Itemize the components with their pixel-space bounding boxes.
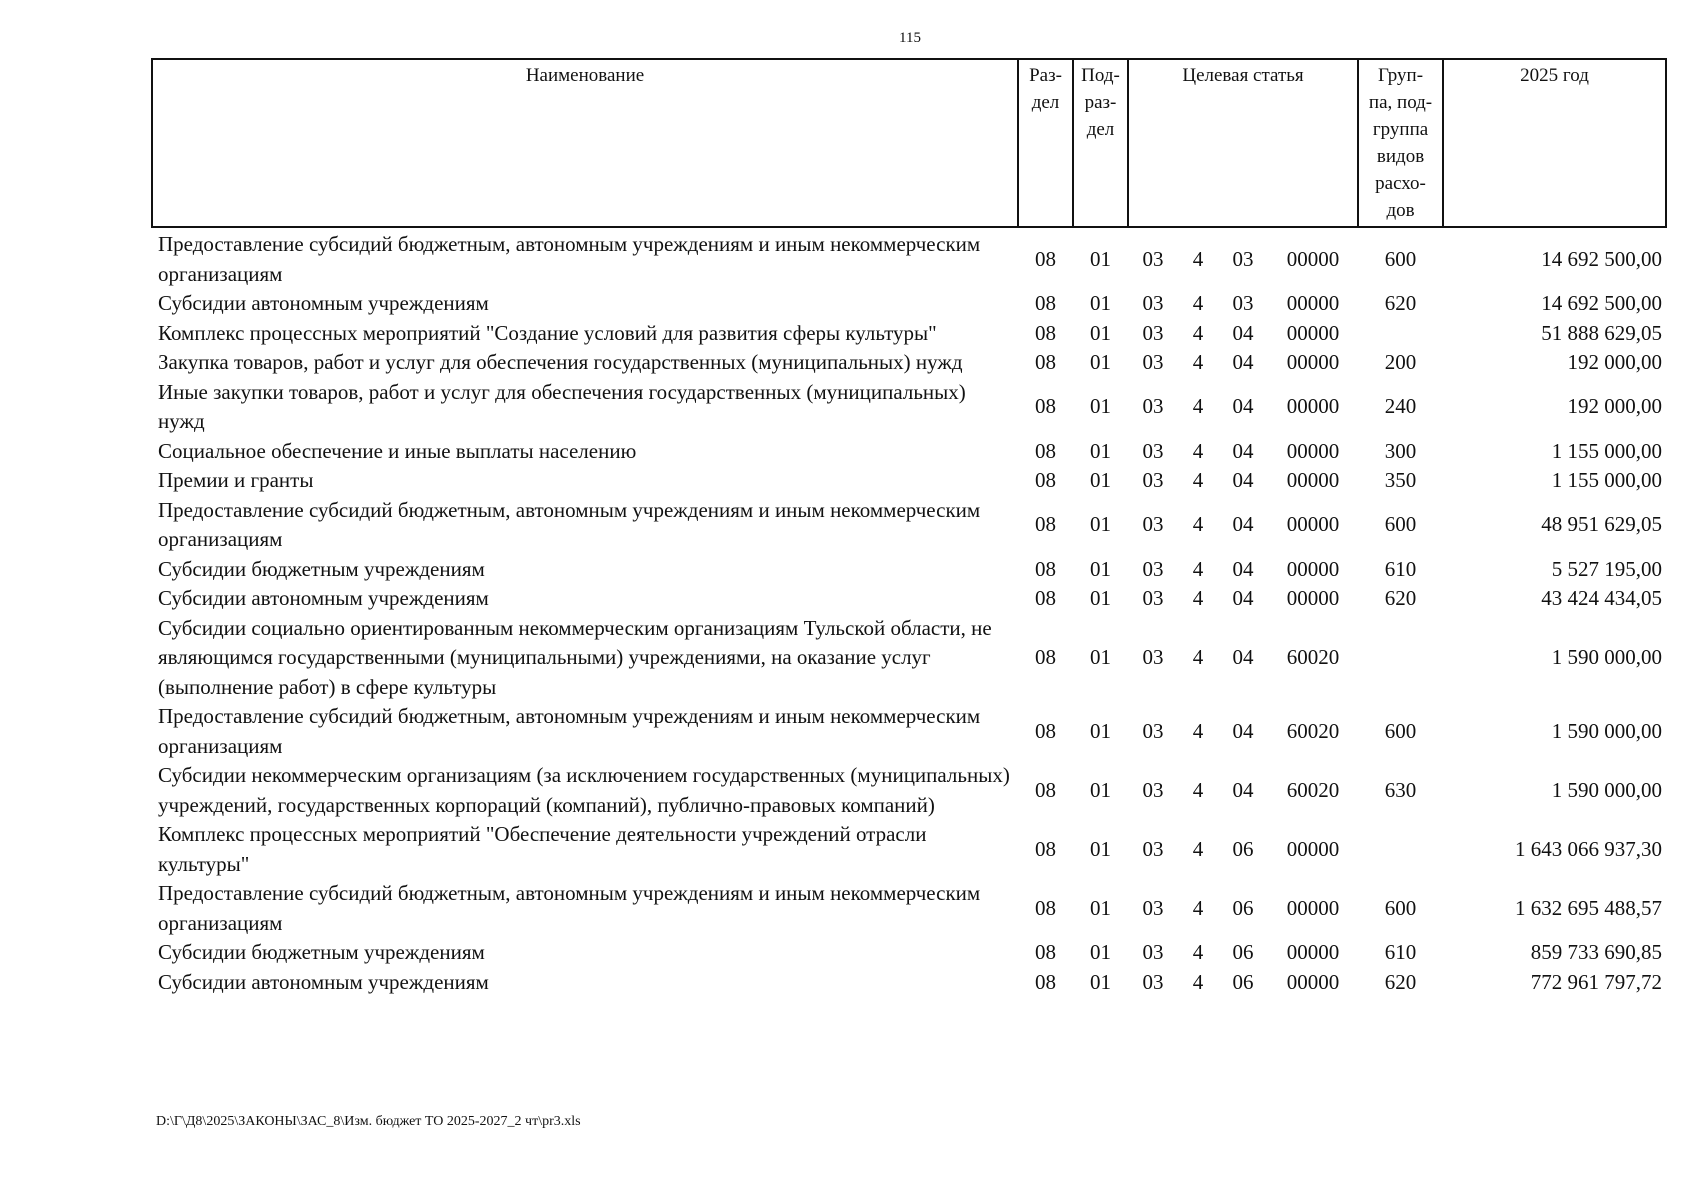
row-amount: 1 590 000,00 [1551,645,1663,669]
table-row [152,437,1666,467]
row-section: 08 [1035,350,1056,374]
row-target-direction: 00000 [1286,438,1340,463]
row-subsection: 01 [1090,718,1111,743]
table-row [152,289,1666,319]
row-target-type: 4 [1192,394,1204,419]
row-target-program: 03 [1142,895,1164,920]
row-subsection: 01 [1090,291,1111,315]
row-name: Закупка товаров, работ и услуг для обеспечения государственных (муниципальных) нужд [158,350,963,374]
row-target-program: 03 [1142,468,1164,492]
row-name: Предоставление субсидий бюджетным, автономным учреждениям и иным некоммерческим организациям [158,881,981,935]
row-expense-group [1358,820,1443,879]
row-target-structure: 04 [1232,512,1254,537]
row-target-program: 03 [1142,645,1164,669]
table-row [152,227,1666,289]
row-amount: 14 692 500,00 [1541,246,1663,271]
row-target-program: 03 [1142,556,1164,581]
row-target-direction: 60020 [1286,718,1340,743]
row-name: Субсидии автономным учреждениям [158,291,489,315]
header-year: 2025 год [1443,59,1666,227]
row-section: 08 [1035,836,1056,861]
table-row [152,879,1666,938]
row-target-type: 4 [1192,586,1204,610]
row-target-direction: 60020 [1286,777,1340,802]
row-target-direction: 00000 [1286,320,1340,345]
row-section: 08 [1035,556,1056,581]
row-section: 08 [1035,586,1056,610]
row-expense-group: 620 [1384,586,1417,610]
row-amount: 192 000,00 [1567,350,1663,374]
table-row [152,555,1666,585]
row-expense-group: 610 [1384,940,1417,964]
table-row [152,584,1666,614]
row-target-structure: 04 [1232,468,1254,492]
row-subsection: 01 [1090,468,1111,492]
row-target-type: 4 [1192,512,1204,537]
row-target-structure: 04 [1232,556,1254,581]
header-expense-group: Груп- па, под- группа видов расхо- дов [1358,59,1443,227]
table-row [152,348,1666,378]
row-target-type: 4 [1192,350,1204,374]
row-target-program: 03 [1142,969,1164,994]
header-section: Раз- дел [1018,59,1073,227]
row-target-direction: 00000 [1286,836,1340,861]
row-name: Предоставление субсидий бюджетным, автономным учреждениям и иным некоммерческим организациям [158,497,981,551]
row-subsection: 01 [1090,645,1111,669]
row-target-direction: 00000 [1286,969,1340,994]
row-target-structure: 04 [1232,718,1254,743]
row-amount: 1 155 000,00 [1551,468,1663,492]
row-target-type: 4 [1192,777,1204,802]
table-row [152,702,1666,761]
row-section: 08 [1035,777,1056,802]
row-target-type: 4 [1192,836,1204,861]
row-expense-group: 610 [1384,556,1417,581]
row-amount: 192 000,00 [1567,394,1663,419]
row-target-structure: 04 [1232,645,1254,669]
row-section: 08 [1035,895,1056,920]
row-name: Субсидии некоммерческим организациям (за исключением государственных (муниципальных) учреждений, государственных корпораций (компаний), публично-правовых компаний) [158,763,1010,817]
table-row [152,761,1666,820]
header-target-item: Целевая статья [1128,59,1358,227]
row-subsection: 01 [1090,512,1111,537]
row-target-program: 03 [1142,718,1164,743]
row-target-direction: 00000 [1286,895,1340,920]
row-amount: 1 590 000,00 [1551,777,1663,802]
row-target-direction: 00000 [1286,291,1340,315]
row-name: Субсидии автономным учреждениям [158,586,489,610]
row-amount: 1 590 000,00 [1551,718,1663,743]
row-subsection: 01 [1090,586,1111,610]
row-target-direction: 00000 [1286,468,1340,492]
row-target-type: 4 [1192,291,1204,315]
row-name: Комплекс процессных мероприятий "Обеспечение деятельности учреждений отрасли культуры" [158,822,927,876]
row-target-structure: 04 [1232,350,1254,374]
row-section: 08 [1035,246,1056,271]
row-subsection: 01 [1090,438,1111,463]
row-target-direction: 00000 [1286,556,1340,581]
table-row [152,938,1666,968]
row-subsection: 01 [1090,350,1111,374]
row-target-program: 03 [1142,512,1164,537]
row-target-direction: 60020 [1286,645,1340,669]
row-target-structure: 03 [1232,291,1254,315]
row-name: Комплекс процессных мероприятий "Создание условий для развития сферы культуры" [158,320,937,345]
row-target-structure: 06 [1232,969,1254,994]
row-target-direction: 00000 [1286,246,1340,271]
row-expense-group: 600 [1384,512,1417,537]
page-number: 115 [899,30,921,46]
row-target-program: 03 [1142,350,1164,374]
row-target-type: 4 [1192,940,1204,964]
row-amount: 43 424 434,05 [1541,586,1663,610]
row-subsection: 01 [1090,940,1111,964]
row-amount: 859 733 690,85 [1530,940,1663,964]
row-target-program: 03 [1142,320,1164,345]
row-target-program: 03 [1142,777,1164,802]
row-subsection: 01 [1090,556,1111,581]
table-row [152,496,1666,555]
row-target-type: 4 [1192,718,1204,743]
row-expense-group: 300 [1384,438,1417,463]
table-header [152,59,1666,227]
row-amount: 48 951 629,05 [1541,512,1663,537]
row-name: Субсидии бюджетным учреждениям [158,940,485,964]
row-expense-group: 240 [1384,394,1417,419]
row-subsection: 01 [1090,836,1111,861]
row-target-program: 03 [1142,438,1164,463]
footer-file-path: D:\Г\Д8\2025\ЗАКОНЫ\ЗАС_8\Изм. бюджет ТО 2025-2027_2 чт\pr3.xls [156,1114,581,1129]
row-target-structure: 06 [1232,895,1254,920]
row-target-program: 03 [1142,246,1164,271]
row-section: 08 [1035,468,1056,492]
row-amount: 1 155 000,00 [1551,438,1663,463]
row-expense-group: 350 [1384,468,1417,492]
row-target-type: 4 [1192,645,1204,669]
row-target-type: 4 [1192,969,1204,994]
row-subsection: 01 [1090,394,1111,419]
row-target-structure: 04 [1232,777,1254,802]
row-expense-group: 200 [1384,350,1417,374]
row-name: Премии и гранты [158,468,314,492]
row-subsection: 01 [1090,777,1111,802]
row-target-type: 4 [1192,246,1204,271]
row-target-program: 03 [1142,394,1164,419]
row-expense-group: 620 [1384,291,1417,315]
row-target-type: 4 [1192,556,1204,581]
table-row [152,968,1666,998]
row-target-direction: 00000 [1286,940,1340,964]
row-amount: 5 527 195,00 [1551,556,1663,581]
row-expense-group [1358,614,1443,703]
row-section: 08 [1035,969,1056,994]
row-target-type: 4 [1192,320,1204,345]
row-name: Субсидии бюджетным учреждениям [158,556,485,581]
row-amount: 14 692 500,00 [1541,291,1663,315]
table-row [152,466,1666,496]
row-name: Иные закупки товаров, работ и услуг для обеспечения государственных (муниципальных) нужд [158,379,966,433]
row-section: 08 [1035,940,1056,964]
row-target-direction: 00000 [1286,350,1340,374]
budget-table [151,58,1667,997]
table-row [152,378,1666,437]
table-row [152,319,1666,349]
row-section: 08 [1035,320,1056,345]
row-target-structure: 06 [1232,940,1254,964]
row-section: 08 [1035,291,1056,315]
row-target-type: 4 [1192,438,1204,463]
row-expense-group: 600 [1384,718,1417,743]
row-section: 08 [1035,438,1056,463]
row-target-structure: 04 [1232,438,1254,463]
row-name: Субсидии социально ориентированным некоммерческим организациям Тульской области, не являющимся государственными (муниципальными) учреждениями, на оказание услуг (выполнение работ) в сфере культуры [158,615,992,699]
row-amount: 772 961 797,72 [1530,969,1663,994]
header-name: Наименование [152,59,1018,227]
row-target-program: 03 [1142,291,1164,315]
row-name: Предоставление субсидий бюджетным, автономным учреждениям и иным некоммерческим организациям [158,232,981,286]
row-target-structure: 04 [1232,394,1254,419]
row-subsection: 01 [1090,320,1111,345]
row-target-structure: 03 [1232,246,1254,271]
row-target-type: 4 [1192,468,1204,492]
table-body [152,227,1666,997]
row-target-structure: 04 [1232,586,1254,610]
row-amount: 1 632 695 488,57 [1515,895,1663,920]
row-expense-group: 600 [1384,895,1417,920]
row-subsection: 01 [1090,895,1111,920]
row-target-direction: 00000 [1286,586,1340,610]
row-expense-group: 620 [1384,969,1417,994]
row-target-type: 4 [1192,895,1204,920]
row-amount: 1 643 066 937,30 [1515,836,1663,861]
row-section: 08 [1035,512,1056,537]
row-expense-group [1358,319,1443,349]
table-row [152,614,1666,703]
header-subsection: Под- раз- дел [1073,59,1128,227]
row-target-program: 03 [1142,940,1164,964]
row-target-structure: 06 [1232,836,1254,861]
row-amount: 51 888 629,05 [1541,320,1663,345]
row-section: 08 [1035,394,1056,419]
row-target-direction: 00000 [1286,512,1340,537]
table-row [152,820,1666,879]
row-name: Предоставление субсидий бюджетным, автономным учреждениям и иным некоммерческим организациям [158,704,981,758]
row-expense-group: 630 [1384,777,1417,802]
row-subsection: 01 [1090,969,1111,994]
row-name: Социальное обеспечение и иные выплаты населению [158,438,637,463]
row-name: Субсидии автономным учреждениям [158,969,489,994]
row-target-program: 03 [1142,586,1164,610]
row-section: 08 [1035,718,1056,743]
row-expense-group: 600 [1384,246,1417,271]
row-target-program: 03 [1142,836,1164,861]
row-subsection: 01 [1090,246,1111,271]
row-target-direction: 00000 [1286,394,1340,419]
row-section: 08 [1035,645,1056,669]
row-target-structure: 04 [1232,320,1254,345]
